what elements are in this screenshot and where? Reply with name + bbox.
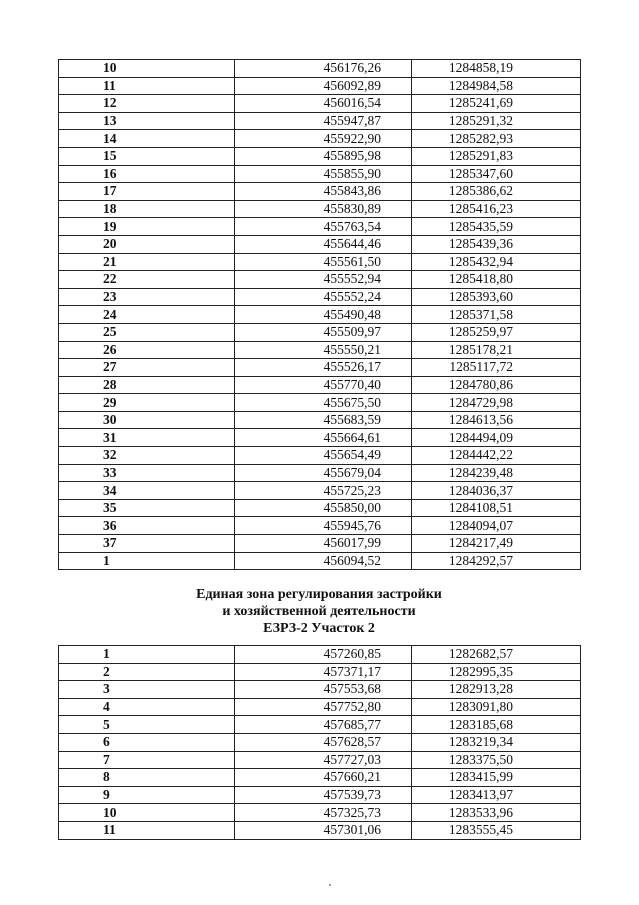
y-coordinate: 1285432,94 bbox=[412, 253, 581, 271]
table-row bbox=[59, 786, 581, 804]
y-coordinate: 1283185,68 bbox=[412, 716, 581, 734]
x-coordinate: 456092,89 bbox=[235, 77, 412, 95]
coordinates-table-1 bbox=[58, 59, 581, 570]
point-number: 34 bbox=[59, 482, 235, 500]
x-coordinate: 457628,57 bbox=[235, 733, 412, 751]
x-coordinate: 457539,73 bbox=[235, 786, 412, 804]
point-number: 19 bbox=[59, 218, 235, 236]
table-row bbox=[59, 341, 581, 359]
y-coordinate: 1284217,49 bbox=[412, 535, 581, 553]
section-heading-line-1: Единая зона регулирования застройки bbox=[196, 587, 442, 602]
x-coordinate: 457553,68 bbox=[235, 681, 412, 699]
x-coordinate: 456094,52 bbox=[235, 552, 412, 570]
point-number: 23 bbox=[59, 288, 235, 306]
table-row bbox=[59, 464, 581, 482]
table-row bbox=[59, 147, 581, 165]
table-row bbox=[59, 681, 581, 699]
y-coordinate: 1285347,60 bbox=[412, 165, 581, 183]
y-coordinate: 1283533,96 bbox=[412, 804, 581, 822]
point-number: 11 bbox=[59, 77, 235, 95]
table-row bbox=[59, 183, 581, 201]
y-coordinate: 1285439,36 bbox=[412, 235, 581, 253]
point-number: 28 bbox=[59, 376, 235, 394]
y-coordinate: 1285178,21 bbox=[412, 341, 581, 359]
x-coordinate: 457752,80 bbox=[235, 698, 412, 716]
point-number: 1 bbox=[59, 646, 235, 664]
y-coordinate: 1284239,48 bbox=[412, 464, 581, 482]
x-coordinate: 455895,98 bbox=[235, 147, 412, 165]
point-number: 2 bbox=[59, 663, 235, 681]
y-coordinate: 1284494,09 bbox=[412, 429, 581, 447]
table-row bbox=[59, 130, 581, 148]
table-row bbox=[59, 698, 581, 716]
x-coordinate: 455850,00 bbox=[235, 499, 412, 517]
point-number: 17 bbox=[59, 183, 235, 201]
y-coordinate: 1284094,07 bbox=[412, 517, 581, 535]
table-row bbox=[59, 394, 581, 412]
point-number: 31 bbox=[59, 429, 235, 447]
point-number: 15 bbox=[59, 147, 235, 165]
x-coordinate: 455855,90 bbox=[235, 165, 412, 183]
table-row bbox=[59, 323, 581, 341]
table-row bbox=[59, 411, 581, 429]
x-coordinate: 455947,87 bbox=[235, 112, 412, 130]
x-coordinate: 455644,46 bbox=[235, 235, 412, 253]
x-coordinate: 456017,99 bbox=[235, 535, 412, 553]
x-coordinate: 457371,17 bbox=[235, 663, 412, 681]
point-number: 24 bbox=[59, 306, 235, 324]
y-coordinate: 1285259,97 bbox=[412, 323, 581, 341]
y-coordinate: 1285393,60 bbox=[412, 288, 581, 306]
x-coordinate: 455552,94 bbox=[235, 271, 412, 289]
y-coordinate: 1284442,22 bbox=[412, 447, 581, 465]
table-row bbox=[59, 60, 581, 78]
point-number: 16 bbox=[59, 165, 235, 183]
table-row bbox=[59, 804, 581, 822]
table-row bbox=[59, 165, 581, 183]
y-coordinate: 1284984,58 bbox=[412, 77, 581, 95]
coordinates-table-2-body bbox=[59, 646, 581, 840]
table-row bbox=[59, 751, 581, 769]
table-row bbox=[59, 535, 581, 553]
y-coordinate: 1283091,80 bbox=[412, 698, 581, 716]
point-number: 10 bbox=[59, 60, 235, 78]
section-heading-line-2: и хозяйственной деятельности bbox=[222, 604, 416, 619]
x-coordinate: 455725,23 bbox=[235, 482, 412, 500]
point-number: 18 bbox=[59, 200, 235, 218]
point-number: 27 bbox=[59, 359, 235, 377]
point-number: 32 bbox=[59, 447, 235, 465]
x-coordinate: 455922,90 bbox=[235, 130, 412, 148]
y-coordinate: 1285291,83 bbox=[412, 147, 581, 165]
x-coordinate: 455490,48 bbox=[235, 306, 412, 324]
x-coordinate: 457685,77 bbox=[235, 716, 412, 734]
x-coordinate: 455770,40 bbox=[235, 376, 412, 394]
x-coordinate: 455763,54 bbox=[235, 218, 412, 236]
scan-speck bbox=[329, 884, 331, 886]
y-coordinate: 1284729,98 bbox=[412, 394, 581, 412]
point-number: 1 bbox=[59, 552, 235, 570]
table-row bbox=[59, 646, 581, 664]
point-number: 25 bbox=[59, 323, 235, 341]
y-coordinate: 1284108,51 bbox=[412, 499, 581, 517]
point-number: 35 bbox=[59, 499, 235, 517]
x-coordinate: 455561,50 bbox=[235, 253, 412, 271]
table-row bbox=[59, 235, 581, 253]
table-row bbox=[59, 271, 581, 289]
table-row bbox=[59, 482, 581, 500]
table-row bbox=[59, 517, 581, 535]
point-number: 14 bbox=[59, 130, 235, 148]
x-coordinate: 455945,76 bbox=[235, 517, 412, 535]
table-row bbox=[59, 112, 581, 130]
y-coordinate: 1285435,59 bbox=[412, 218, 581, 236]
y-coordinate: 1283219,34 bbox=[412, 733, 581, 751]
y-coordinate: 1284613,56 bbox=[412, 411, 581, 429]
y-coordinate: 1284036,37 bbox=[412, 482, 581, 500]
point-number: 7 bbox=[59, 751, 235, 769]
y-coordinate: 1285418,80 bbox=[412, 271, 581, 289]
table-row bbox=[59, 306, 581, 324]
x-coordinate: 455654,49 bbox=[235, 447, 412, 465]
y-coordinate: 1284292,57 bbox=[412, 552, 581, 570]
table-row bbox=[59, 218, 581, 236]
y-coordinate: 1284858,19 bbox=[412, 60, 581, 78]
y-coordinate: 1285241,69 bbox=[412, 95, 581, 113]
point-number: 8 bbox=[59, 769, 235, 787]
y-coordinate: 1285282,93 bbox=[412, 130, 581, 148]
y-coordinate: 1283375,50 bbox=[412, 751, 581, 769]
table-row bbox=[59, 552, 581, 570]
x-coordinate: 457727,03 bbox=[235, 751, 412, 769]
point-number: 11 bbox=[59, 821, 235, 839]
table-row bbox=[59, 77, 581, 95]
y-coordinate: 1285371,58 bbox=[412, 306, 581, 324]
x-coordinate: 457325,73 bbox=[235, 804, 412, 822]
x-coordinate: 456176,26 bbox=[235, 60, 412, 78]
point-number: 4 bbox=[59, 698, 235, 716]
table-row bbox=[59, 253, 581, 271]
coordinates-table-2 bbox=[58, 645, 581, 840]
y-coordinate: 1283413,97 bbox=[412, 786, 581, 804]
y-coordinate: 1283415,99 bbox=[412, 769, 581, 787]
table-row bbox=[59, 429, 581, 447]
table-row bbox=[59, 288, 581, 306]
y-coordinate: 1285117,72 bbox=[412, 359, 581, 377]
x-coordinate: 455683,59 bbox=[235, 411, 412, 429]
table-row bbox=[59, 716, 581, 734]
point-number: 3 bbox=[59, 681, 235, 699]
x-coordinate: 455526,17 bbox=[235, 359, 412, 377]
x-coordinate: 457260,85 bbox=[235, 646, 412, 664]
x-coordinate: 455675,50 bbox=[235, 394, 412, 412]
x-coordinate: 456016,54 bbox=[235, 95, 412, 113]
point-number: 12 bbox=[59, 95, 235, 113]
table-row bbox=[59, 733, 581, 751]
table-row bbox=[59, 447, 581, 465]
y-coordinate: 1282913,28 bbox=[412, 681, 581, 699]
point-number: 37 bbox=[59, 535, 235, 553]
point-number: 21 bbox=[59, 253, 235, 271]
table-row bbox=[59, 663, 581, 681]
point-number: 36 bbox=[59, 517, 235, 535]
table-row bbox=[59, 821, 581, 839]
table-row bbox=[59, 769, 581, 787]
point-number: 22 bbox=[59, 271, 235, 289]
x-coordinate: 455843,86 bbox=[235, 183, 412, 201]
x-coordinate: 455830,89 bbox=[235, 200, 412, 218]
x-coordinate: 455552,24 bbox=[235, 288, 412, 306]
point-number: 10 bbox=[59, 804, 235, 822]
point-number: 20 bbox=[59, 235, 235, 253]
y-coordinate: 1285386,62 bbox=[412, 183, 581, 201]
y-coordinate: 1284780,86 bbox=[412, 376, 581, 394]
y-coordinate: 1283555,45 bbox=[412, 821, 581, 839]
table-row bbox=[59, 376, 581, 394]
x-coordinate: 455664,61 bbox=[235, 429, 412, 447]
y-coordinate: 1282995,35 bbox=[412, 663, 581, 681]
point-number: 29 bbox=[59, 394, 235, 412]
x-coordinate: 457301,06 bbox=[235, 821, 412, 839]
x-coordinate: 455509,97 bbox=[235, 323, 412, 341]
point-number: 33 bbox=[59, 464, 235, 482]
table-row bbox=[59, 359, 581, 377]
x-coordinate: 455679,04 bbox=[235, 464, 412, 482]
table-row bbox=[59, 200, 581, 218]
point-number: 26 bbox=[59, 341, 235, 359]
y-coordinate: 1282682,57 bbox=[412, 646, 581, 664]
point-number: 6 bbox=[59, 733, 235, 751]
x-coordinate: 457660,21 bbox=[235, 769, 412, 787]
point-number: 9 bbox=[59, 786, 235, 804]
x-coordinate: 455550,21 bbox=[235, 341, 412, 359]
point-number: 5 bbox=[59, 716, 235, 734]
coordinates-table-1-body bbox=[59, 60, 581, 570]
section-heading-line-3: ЕЗРЗ-2 Участок 2 bbox=[263, 621, 375, 636]
y-coordinate: 1285291,32 bbox=[412, 112, 581, 130]
table-row bbox=[59, 499, 581, 517]
y-coordinate: 1285416,23 bbox=[412, 200, 581, 218]
point-number: 30 bbox=[59, 411, 235, 429]
table-row bbox=[59, 95, 581, 113]
point-number: 13 bbox=[59, 112, 235, 130]
